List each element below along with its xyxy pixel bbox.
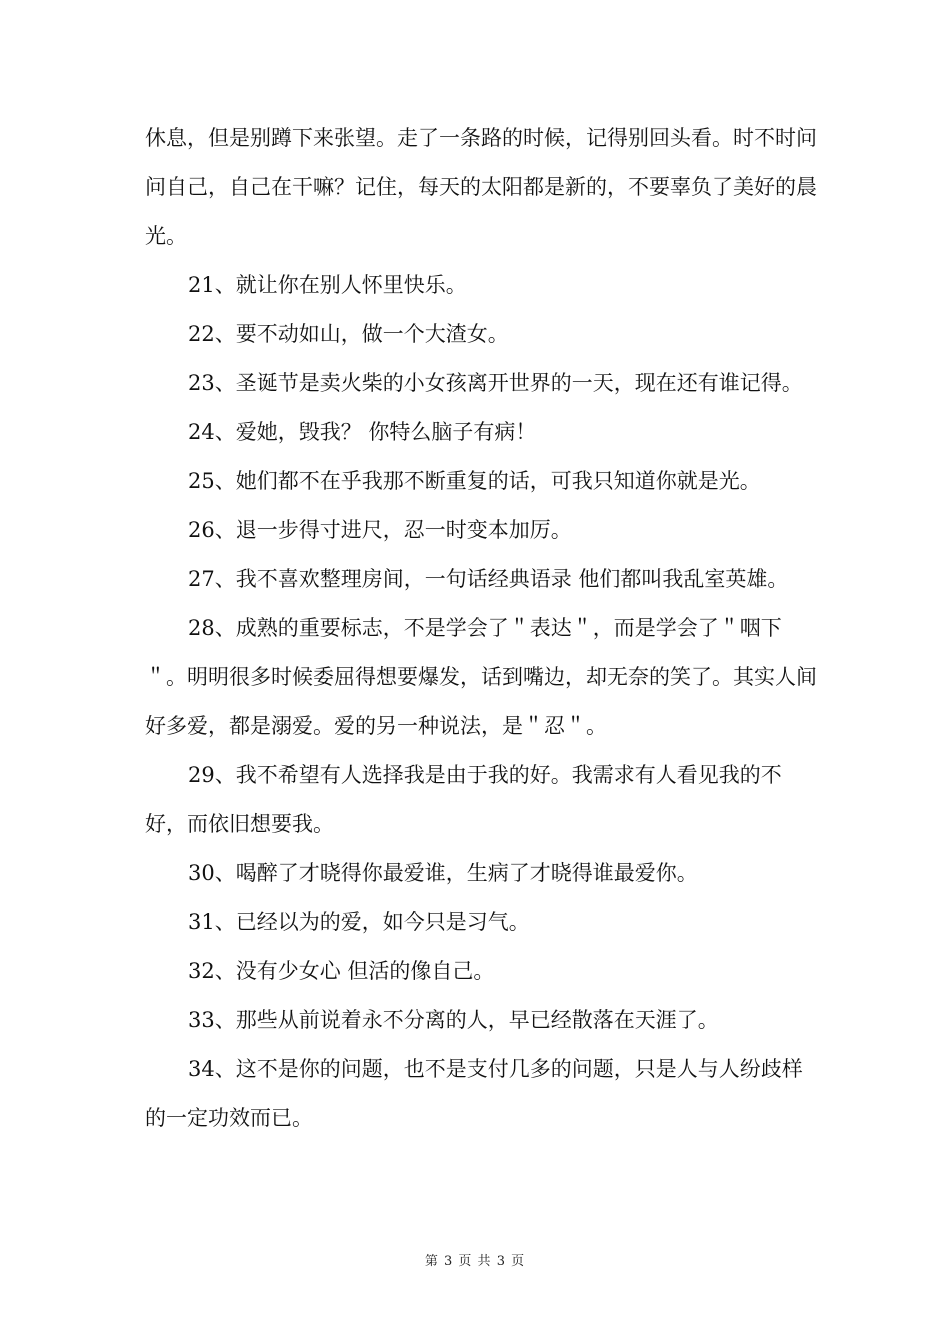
- quote-24: 24、爱她，毁我？ 你特么脑子有病！: [188, 420, 537, 444]
- quote-29: 29、我不希望有人选择我是由于我的好。我需求有人看见我的不好，而依旧想要我。: [145, 763, 782, 836]
- quote-32: 32、没有少女心 但活的像自己。: [188, 959, 495, 983]
- document-body: [145, 114, 820, 1143]
- quote-26: 26、退一步得寸进尺，忍一时变本加厉。: [188, 518, 572, 542]
- page-footer: 第 3 页 共 3 页: [424, 1254, 526, 1269]
- quote-34: 34、这不是你的问题，也不是支付几多的问题，只是人与人纷歧样的一定功效而已。: [145, 1057, 803, 1130]
- quote-27: 27、我不喜欢整理房间，一句话经典语录 他们都叫我乱室英雄。: [188, 567, 789, 591]
- quote-22: 22、要不动如山，做一个大渣女。: [188, 322, 509, 346]
- quote-30: 30、喝醉了才晓得你最爱谁，生病了才晓得谁最爱你。: [188, 861, 698, 885]
- quote-25: 25、她们都不在乎我那不断重复的话，可我只知道你就是光。: [188, 469, 761, 493]
- quote-21: 21、就让你在别人怀里快乐。: [188, 273, 467, 297]
- paragraph-continued: 休息，但是别蹲下来张望。走了一条路的时候，记得别回头看。时不时问问自己，自己在干嘛？记住，每天的太阳都是新的，不要辜负了美好的晨光。: [145, 126, 817, 248]
- quote-31: 31、已经以为的爱，如今只是习气。: [188, 910, 530, 934]
- quote-33: 33、那些从前说着永不分离的人，早已经散落在天涯了。: [188, 1008, 719, 1032]
- quote-28: 28、成熟的重要标志，不是学会了＂表达＂，而是学会了＂咽下＂。明明很多时候委屈得想要爆发，话到嘴边，却无奈的笑了。其实人间好多爱，都是溺爱。爱的另一种说法，是＂忍＂。: [145, 616, 817, 738]
- quote-23: 23、圣诞节是卖火柴的小女孩离开世界的一天，现在还有谁记得。: [188, 371, 803, 395]
